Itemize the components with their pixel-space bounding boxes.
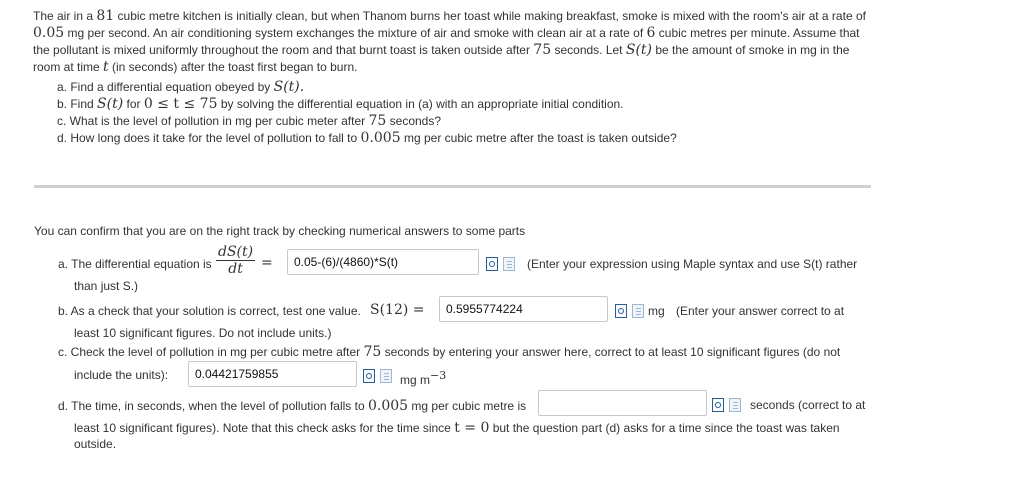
answer-a-input[interactable]: 0.05-(6)/(4860)*S(t) xyxy=(287,249,479,275)
check-d-unit: seconds (correct to at xyxy=(750,398,866,412)
check-intro: You can confirm that you are on the right track by checking numerical answers to some parts xyxy=(34,224,526,238)
answer-b-input[interactable]: 0.5955774224 xyxy=(439,296,608,322)
part-b: b. Find S(t) for 0 ≤ t ≤ 75 by solving the differential equation in (a) with an appropriate initial condition. xyxy=(57,96,624,112)
problem-parts-list xyxy=(57,79,873,147)
check-b-math: S(12) = xyxy=(370,302,425,318)
toast-time-value: 75 xyxy=(533,42,552,58)
part-c: c. What is the level of pollution in mg per cubic meter after 75 seconds? xyxy=(57,113,442,129)
part-a: a. Find a differential equation obeyed by S(t). xyxy=(57,79,305,95)
check-a-hint-cont: than just S.) xyxy=(74,279,139,293)
entry-help-icon[interactable] xyxy=(729,398,741,412)
preview-icon[interactable] xyxy=(712,398,724,412)
derivative-numerator: dS(t) xyxy=(218,244,254,260)
exchange-rate-value: 6 xyxy=(646,25,656,41)
entry-help-icon[interactable] xyxy=(503,257,515,271)
smoke-rate-value: 0.05 xyxy=(33,25,65,41)
check-d-cont-1: least 10 significant figures). Note that this check asks for the time since t = 0 but the question part (d) asks for a time since the toast was taken xyxy=(74,420,840,436)
check-b-hint-cont: least 10 significant figures. Do not include units.) xyxy=(74,326,332,340)
volume-value: 81 xyxy=(96,8,115,24)
preview-icon[interactable] xyxy=(363,369,375,383)
s-of-t-symbol: S(t) xyxy=(625,42,652,58)
check-c-label: c. Check the level of pollution in mg per cubic metre after 75 seconds by entering your answer here, correct to at least 10 significant figures (do not xyxy=(58,344,841,360)
check-c-label-cont: include the units): xyxy=(74,368,169,382)
check-a-equals: = xyxy=(261,255,273,271)
check-a-label: a. The differential equation is xyxy=(58,257,212,271)
check-d-cont-2: outside. xyxy=(74,437,117,451)
answer-d-input[interactable] xyxy=(538,390,707,416)
problem-statement xyxy=(33,8,873,147)
check-a-hint: (Enter your expression using Maple syntax and use S(t) rather xyxy=(527,257,858,271)
check-c-unit: mg $m^{-3}$ xyxy=(400,369,447,387)
derivative-fraction xyxy=(216,244,255,277)
preview-icon[interactable] xyxy=(486,257,498,271)
entry-help-icon[interactable] xyxy=(632,304,644,318)
t-symbol: t xyxy=(103,59,109,75)
section-divider xyxy=(34,185,871,188)
derivative-denominator: dt xyxy=(228,261,243,277)
preview-icon[interactable] xyxy=(615,304,627,318)
check-b-unit: mg xyxy=(648,304,665,318)
answer-c-input[interactable]: 0.04421759855 xyxy=(188,361,357,387)
part-d: d. How long does it take for the level of pollution to fall to 0.005 mg per cubic metre after the toast is taken outside? xyxy=(57,130,677,146)
check-b-label: b. As a check that your solution is correct, test one value. xyxy=(58,304,361,318)
check-b-hint: (Enter your answer correct to at xyxy=(676,304,845,318)
check-d-label: d. The time, in seconds, when the level of pollution falls to 0.005 mg per cubic metre is xyxy=(58,398,527,414)
entry-help-icon[interactable] xyxy=(380,369,392,383)
problem-intro: The air in a 81 cubic metre kitchen is initially clean, but when Thanom burns her toast while making breakfast, smoke is mixed with the room's air at a rate of 0.05 mg per second. An air conditioning system exchanges the mixture of air and smoke with clean air at a rate of 6 cubic metres per minute. Assume that the pollutant is mixed uniformly throughout the room and that burnt toast is taken outside after 75 seconds. Let S(t) be the amount of smoke in mg in the room at time t (in seconds) after the toast first began to burn. xyxy=(33,8,866,75)
